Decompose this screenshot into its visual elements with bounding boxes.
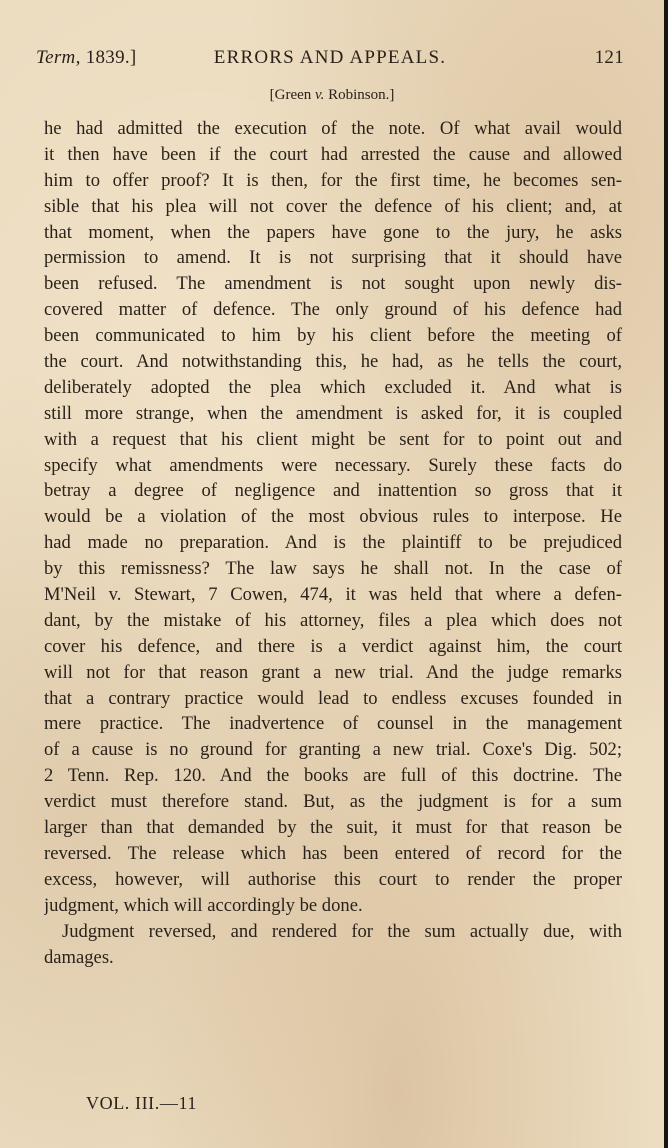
- judgment-line: Judgment reversed, and rendered for the sum actually due, with: [62, 920, 622, 942]
- page-title: ERRORS AND APPEALS.: [213, 47, 447, 68]
- term-year: 1839.]: [85, 47, 137, 68]
- body-line: he had admitted the execution of the note. Of what avail would: [44, 118, 622, 139]
- running-header: [36, 47, 624, 73]
- body-line: the court. And notwithstanding this, he had, as he tells the court,: [44, 351, 622, 373]
- body-line: sible that his plea will not cover the defence of his client; and, at: [44, 195, 622, 217]
- body-line: M'Neil v. Stewart, 7 Cowen, 474, it was held that where a defen-: [44, 584, 622, 606]
- body-text: [44, 116, 622, 970]
- body-line: 2 Tenn. Rep. 120. And the books are full of this doctrine. The: [44, 765, 622, 787]
- body-line: dant, by the mistake of his attorney, files a plea which does not: [44, 609, 622, 631]
- body-line: had made no preparation. And is the plaintiff to be prejudiced: [44, 532, 622, 554]
- body-line: deliberately adopted the plea which excluded it. And what is: [44, 376, 622, 398]
- body-line: with a request that his client might be sent for to point out and: [44, 428, 622, 450]
- body-line: still more strange, when the amendment is asked for, it is coupled: [44, 402, 622, 424]
- page-edge: [664, 0, 668, 1148]
- body-line: covered matter of defence. The only ground of his defence had: [44, 299, 622, 321]
- body-line: permission to amend. It is not surprising that it should have: [44, 247, 622, 269]
- body-line: been communicated to him by his client before the meeting of: [44, 325, 622, 347]
- body-line: mere practice. The inadvertence of counsel in the management: [44, 713, 622, 735]
- body-line: that moment, when the papers have gone to the jury, he asks: [44, 221, 622, 243]
- case-caption: [0, 87, 664, 104]
- body-line: him to offer proof? It is then, for the first time, he becomes sen-: [44, 169, 622, 191]
- caption-open: [Green: [269, 87, 316, 103]
- body-line: verdict must therefore stand. But, as the judgment is for a sum: [44, 791, 622, 813]
- body-line: specify what amendments were necessary. Surely these facts do: [44, 454, 622, 476]
- body-line: judgment, which will accordingly be done.: [44, 894, 363, 916]
- body-line: it then have been if the court had arrested the cause and allowed: [44, 143, 622, 165]
- body-line: larger than that demanded by the suit, it must for that reason be: [44, 817, 622, 839]
- judgment-line-end: damages.: [44, 946, 114, 968]
- body-line: reversed. The release which has been entered of record for the: [44, 842, 622, 864]
- body-line: cover his defence, and there is a verdict against him, the court: [44, 635, 622, 657]
- caption-close: Robinson.]: [324, 87, 395, 103]
- volume-signature: VOL. III.—11: [86, 1093, 198, 1113]
- body-line: betray a degree of negligence and inattention so gross that it: [44, 480, 622, 502]
- body-line: by this remissness? The law says he shall not. In the case of: [44, 558, 622, 580]
- body-line: been refused. The amendment is not sought upon newly dis-: [44, 273, 622, 295]
- body-line: of a cause is no ground for granting a new trial. Coxe's Dig. 502;: [44, 739, 622, 761]
- body-line: excess, however, will authorise this court to render the proper: [44, 868, 622, 890]
- body-line: that a contrary practice would lead to endless excuses founded in: [44, 687, 622, 709]
- caption-versus: v.: [315, 87, 325, 103]
- body-line: will not for that reason grant a new trial. And the judge remarks: [44, 661, 622, 683]
- page-number: 121: [594, 47, 624, 68]
- term-word: Term,: [36, 47, 81, 68]
- body-line: would be a violation of the most obvious rules to interpose. He: [44, 506, 622, 528]
